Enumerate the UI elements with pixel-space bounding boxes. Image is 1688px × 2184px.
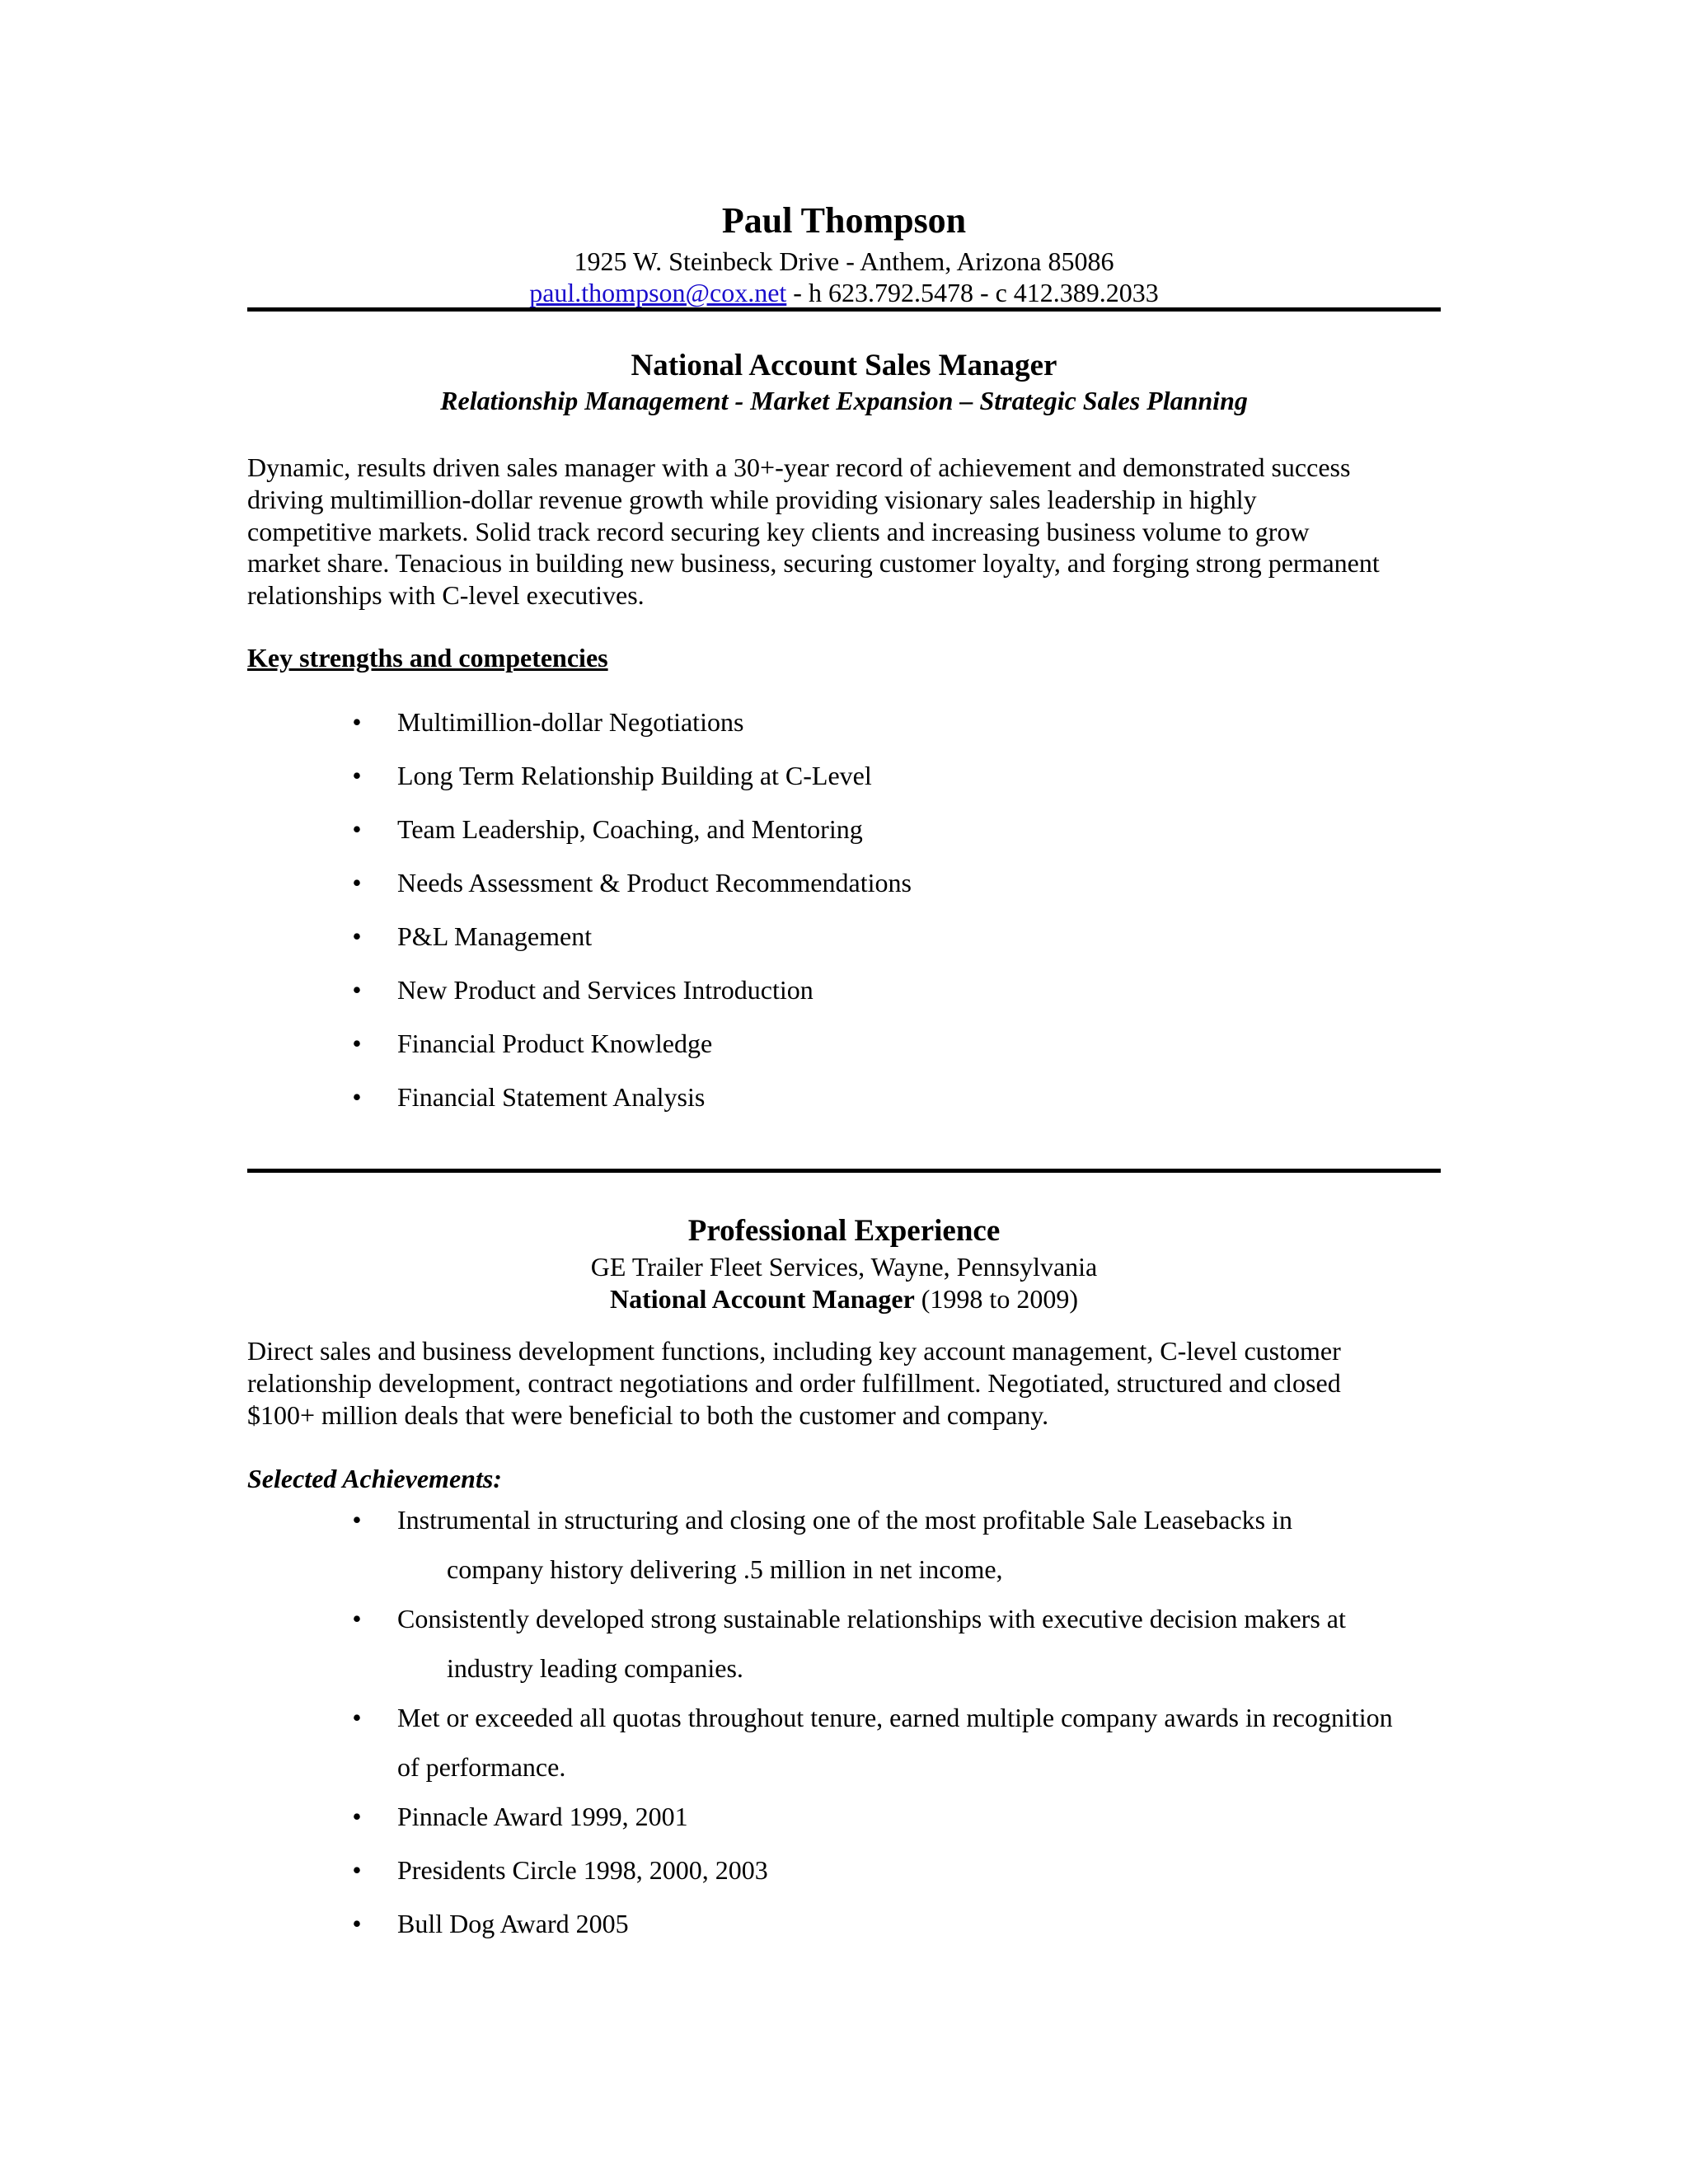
- candidate-name: Paul Thompson: [721, 200, 967, 241]
- list-item: • Needs Assessment & Product Recommendations: [247, 866, 1441, 920]
- list-item: • Instrumental in structuring and closing one of the most profitable Sale Leasebacks in company history delivering .5 million in net income,: [247, 1495, 1441, 1594]
- list-item: • Long Term Relationship Building at C-Level: [247, 759, 1441, 813]
- list-item: • Pinnacle Award 1999, 2001: [247, 1792, 1441, 1845]
- bullet-icon: •: [352, 1909, 362, 1938]
- list-item: • Financial Statement Analysis: [247, 1080, 1441, 1134]
- list-item: • Presidents Circle 1998, 2000, 2003: [247, 1845, 1441, 1899]
- bullet-icon: •: [352, 814, 362, 844]
- list-item: • Consistently developed strong sustainable relationships with executive decision makers at industry leading companies.: [247, 1594, 1441, 1693]
- achievements-label: Selected Achievements:: [247, 1464, 502, 1493]
- bullet-icon: •: [352, 1505, 362, 1535]
- contact-line: [247, 277, 1441, 308]
- bullet-icon: •: [352, 975, 362, 1005]
- role-title: National Account Manager: [610, 1284, 915, 1314]
- address-line: 1925 W. Steinbeck Drive - Anthem, Arizona 85086: [574, 246, 1114, 276]
- description-line: Direct sales and business development functions, including key account management, C-level customer: [247, 1336, 1341, 1366]
- strengths-list: [247, 705, 1441, 1134]
- list-item: • Team Leadership, Coaching, and Mentoring: [247, 813, 1441, 866]
- email-link[interactable]: paul.thompson@cox.net: [529, 278, 787, 307]
- list-item: • Bull Dog Award 2005: [247, 1899, 1441, 1952]
- summary-line: competitive markets. Solid track record securing key clients and increasing business volume to grow: [247, 516, 1310, 546]
- list-item: • New Product and Services Introduction: [247, 973, 1441, 1027]
- summary-paragraph: [247, 452, 1441, 612]
- description-line: $100+ million deals that were beneficial to both the customer and company.: [247, 1399, 1049, 1430]
- role-dates: (1998 to 2009): [914, 1284, 1078, 1314]
- list-item: • Multimillion-dollar Negotiations: [247, 705, 1441, 759]
- bullet-icon: •: [352, 1855, 362, 1885]
- bullet-icon: •: [352, 1604, 362, 1633]
- experience-title: Professional Experience: [687, 1214, 1001, 1248]
- list-item: • Met or exceeded all quotas throughout tenure, earned multiple company awards in recognition of performance.: [247, 1693, 1441, 1792]
- company-line: GE Trailer Fleet Services, Wayne, Pennsylvania: [590, 1252, 1098, 1282]
- strengths-label: Key strengths and competencies: [247, 643, 608, 673]
- list-item: • Financial Product Knowledge: [247, 1027, 1441, 1080]
- description-line: relationship development, contract negotiations and order fulfillment. Negotiated, structured and closed: [247, 1367, 1341, 1398]
- headline-tagline: Relationship Management - Market Expansion – Strategic Sales Planning: [440, 386, 1248, 415]
- experience-description: [247, 1335, 1441, 1431]
- bullet-icon: •: [352, 1802, 362, 1831]
- header-divider: [247, 307, 1441, 312]
- bullet-icon: •: [352, 707, 362, 737]
- section-divider: [247, 1169, 1441, 1173]
- bullet-icon: •: [352, 1082, 362, 1112]
- summary-line: relationships with C-level executives.: [247, 580, 645, 611]
- headline-title: National Account Sales Manager: [631, 349, 1057, 382]
- bullet-icon: •: [352, 1029, 362, 1058]
- achievements-list: [247, 1495, 1441, 1952]
- list-item: • P&L Management: [247, 920, 1441, 973]
- bullet-icon: •: [352, 761, 362, 790]
- bullet-icon: •: [352, 868, 362, 898]
- summary-line: Dynamic, results driven sales manager with a 30+-year record of achievement and demonstrated success: [247, 452, 1351, 482]
- phone-numbers: - h 623.792.5478 - c 412.389.2033: [786, 278, 1159, 307]
- bullet-icon: •: [352, 921, 362, 951]
- summary-line: market share. Tenacious in building new business, securing customer loyalty, and forging strong permanent: [247, 548, 1380, 579]
- resume-page: [247, 0, 1441, 2184]
- summary-line: driving multimillion-dollar revenue growth while providing visionary sales leadership in highly: [247, 484, 1257, 514]
- role-line: [247, 1282, 1441, 1315]
- bullet-icon: •: [352, 1703, 362, 1732]
